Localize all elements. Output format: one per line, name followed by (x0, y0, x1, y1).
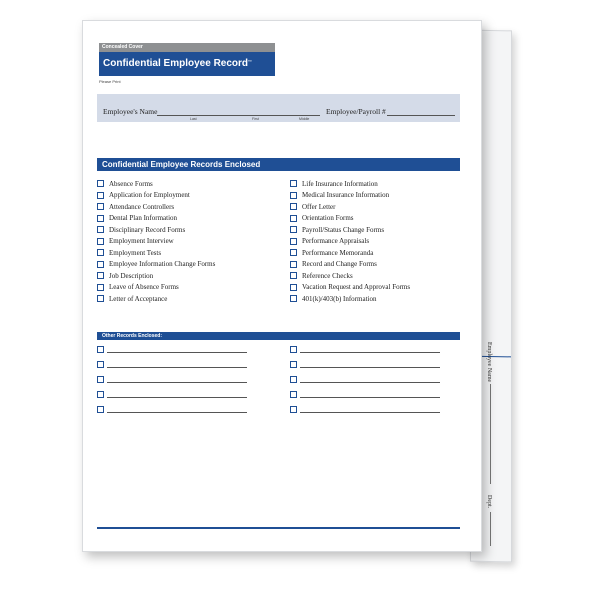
other-record-row (97, 376, 247, 383)
checkbox[interactable] (290, 203, 297, 210)
checkbox[interactable] (97, 238, 104, 245)
record-item-label: Offer Letter (302, 202, 336, 211)
checkbox[interactable] (290, 284, 297, 291)
record-item-label: Letter of Acceptance (109, 294, 168, 303)
checkbox[interactable] (290, 406, 297, 413)
other-record-row (290, 391, 440, 398)
checkbox[interactable] (97, 272, 104, 279)
checkbox[interactable] (290, 295, 297, 302)
checkbox[interactable] (290, 261, 297, 268)
record-item[interactable] (290, 236, 369, 247)
record-item[interactable] (97, 201, 174, 212)
checkbox[interactable] (97, 203, 104, 210)
record-item-label: Leave of Absence Forms (109, 283, 179, 291)
name-sub-middle: Middle (299, 117, 310, 121)
records-enclosed-heading: Confidential Employee Records Enclosed (97, 158, 460, 171)
record-item[interactable] (290, 224, 384, 235)
record-item-label: Medical Insurance Information (302, 191, 390, 199)
checkbox[interactable] (290, 226, 297, 233)
checkbox[interactable] (290, 391, 297, 398)
other-record-row (290, 376, 440, 383)
record-item[interactable] (97, 247, 161, 258)
form-title-text: Confidential Employee Record (103, 58, 249, 69)
record-item-label: Performance Appraisals (302, 237, 370, 245)
record-item[interactable] (290, 247, 373, 258)
checkbox[interactable] (290, 238, 297, 245)
other-record-field[interactable] (300, 346, 440, 353)
record-item[interactable] (97, 293, 167, 304)
payroll-number-field[interactable] (387, 115, 455, 116)
checkbox[interactable] (290, 192, 297, 199)
other-record-field[interactable] (107, 346, 247, 353)
record-item-label: Record and Change Forms (302, 260, 377, 268)
other-record-field[interactable] (300, 376, 440, 383)
checkbox[interactable] (97, 249, 104, 256)
record-item[interactable] (290, 259, 377, 270)
record-item[interactable] (97, 270, 153, 281)
record-item[interactable] (290, 213, 354, 224)
record-item[interactable] (290, 178, 378, 189)
record-item[interactable] (290, 201, 336, 212)
checkbox[interactable] (290, 272, 297, 279)
record-item[interactable] (97, 236, 174, 247)
record-item[interactable] (290, 270, 353, 281)
checkbox[interactable] (97, 226, 104, 233)
checkbox[interactable] (290, 361, 297, 368)
checkbox[interactable] (290, 249, 297, 256)
record-item-label: Performance Memoranda (302, 248, 374, 257)
record-item-label: Employment Tests (109, 248, 162, 257)
record-item-label: Application for Employment (109, 191, 190, 199)
other-record-row (290, 361, 440, 368)
record-item[interactable] (97, 190, 190, 201)
checkbox[interactable] (97, 261, 104, 268)
other-record-row (97, 346, 247, 353)
other-record-row (290, 346, 440, 353)
please-print-note: Please Print (99, 79, 121, 84)
record-item-label: Reference Checks (302, 271, 353, 280)
checkbox[interactable] (97, 284, 104, 291)
other-record-row (97, 406, 247, 413)
record-item-label: Employment Interview (109, 237, 174, 245)
checkbox[interactable] (97, 376, 104, 383)
tab-dept-line (490, 512, 491, 546)
record-item[interactable] (97, 259, 215, 270)
record-item[interactable] (97, 224, 185, 235)
other-record-row (97, 361, 247, 368)
record-item-label: Vacation Request and Approval Forms (302, 283, 411, 291)
footer-rule (97, 527, 460, 529)
other-record-field[interactable] (300, 391, 440, 398)
record-item-label: Employee Information Change Forms (109, 260, 216, 268)
checkbox[interactable] (97, 180, 104, 187)
tab-employee-name-label: Employee Name (486, 342, 492, 383)
record-item-label: Orientation Forms (302, 214, 354, 222)
other-record-field[interactable] (300, 361, 440, 368)
record-item-label: Disciplinary Record Forms (109, 225, 186, 234)
record-item-label: Dental Plan Information (109, 214, 178, 222)
record-item[interactable] (97, 282, 179, 293)
trademark-mark: ™ (248, 59, 253, 64)
form-title (99, 52, 275, 76)
checkbox[interactable] (97, 215, 104, 222)
other-record-field[interactable] (300, 406, 440, 413)
checkbox[interactable] (290, 346, 297, 353)
other-record-row (290, 406, 440, 413)
payroll-label: Employee/Payroll # (326, 107, 386, 116)
employee-name-field[interactable] (157, 115, 320, 116)
concealed-cover-tag: Concealed Cover (99, 43, 275, 52)
other-record-field[interactable] (107, 406, 247, 413)
checkbox[interactable] (97, 361, 104, 368)
name-sub-last: Last (190, 117, 197, 121)
employee-name-label: Employee's Name (103, 107, 158, 116)
record-item[interactable] (290, 293, 376, 304)
other-record-field[interactable] (107, 391, 247, 398)
checkbox[interactable] (290, 215, 297, 222)
other-records-heading: Other Records Enclosed: (97, 332, 460, 340)
checkbox[interactable] (97, 346, 104, 353)
checkbox[interactable] (97, 192, 104, 199)
record-item-label: Life Insurance Information (302, 179, 378, 188)
record-item-label: Attendance Controllers (109, 202, 175, 211)
tab-dept-label: Dept. (486, 495, 492, 509)
record-item-label: Payroll/Status Change Forms (302, 225, 385, 234)
other-record-row (97, 391, 247, 398)
record-item[interactable] (290, 190, 389, 201)
record-item-label: Absence Forms (109, 179, 153, 188)
other-record-field[interactable] (107, 376, 247, 383)
record-item[interactable] (290, 282, 410, 293)
name-sub-first: First (252, 117, 259, 121)
checkbox[interactable] (97, 295, 104, 302)
record-item[interactable] (97, 178, 153, 189)
checkbox[interactable] (97, 391, 104, 398)
checkbox[interactable] (290, 376, 297, 383)
record-item[interactable] (97, 213, 177, 224)
checkbox[interactable] (290, 180, 297, 187)
record-item-label: Job Description (109, 271, 154, 280)
checkbox[interactable] (97, 406, 104, 413)
tab-employee-name-line (490, 384, 491, 484)
record-item-label: 401(k)/403(b) Information (302, 294, 377, 303)
other-record-field[interactable] (107, 361, 247, 368)
